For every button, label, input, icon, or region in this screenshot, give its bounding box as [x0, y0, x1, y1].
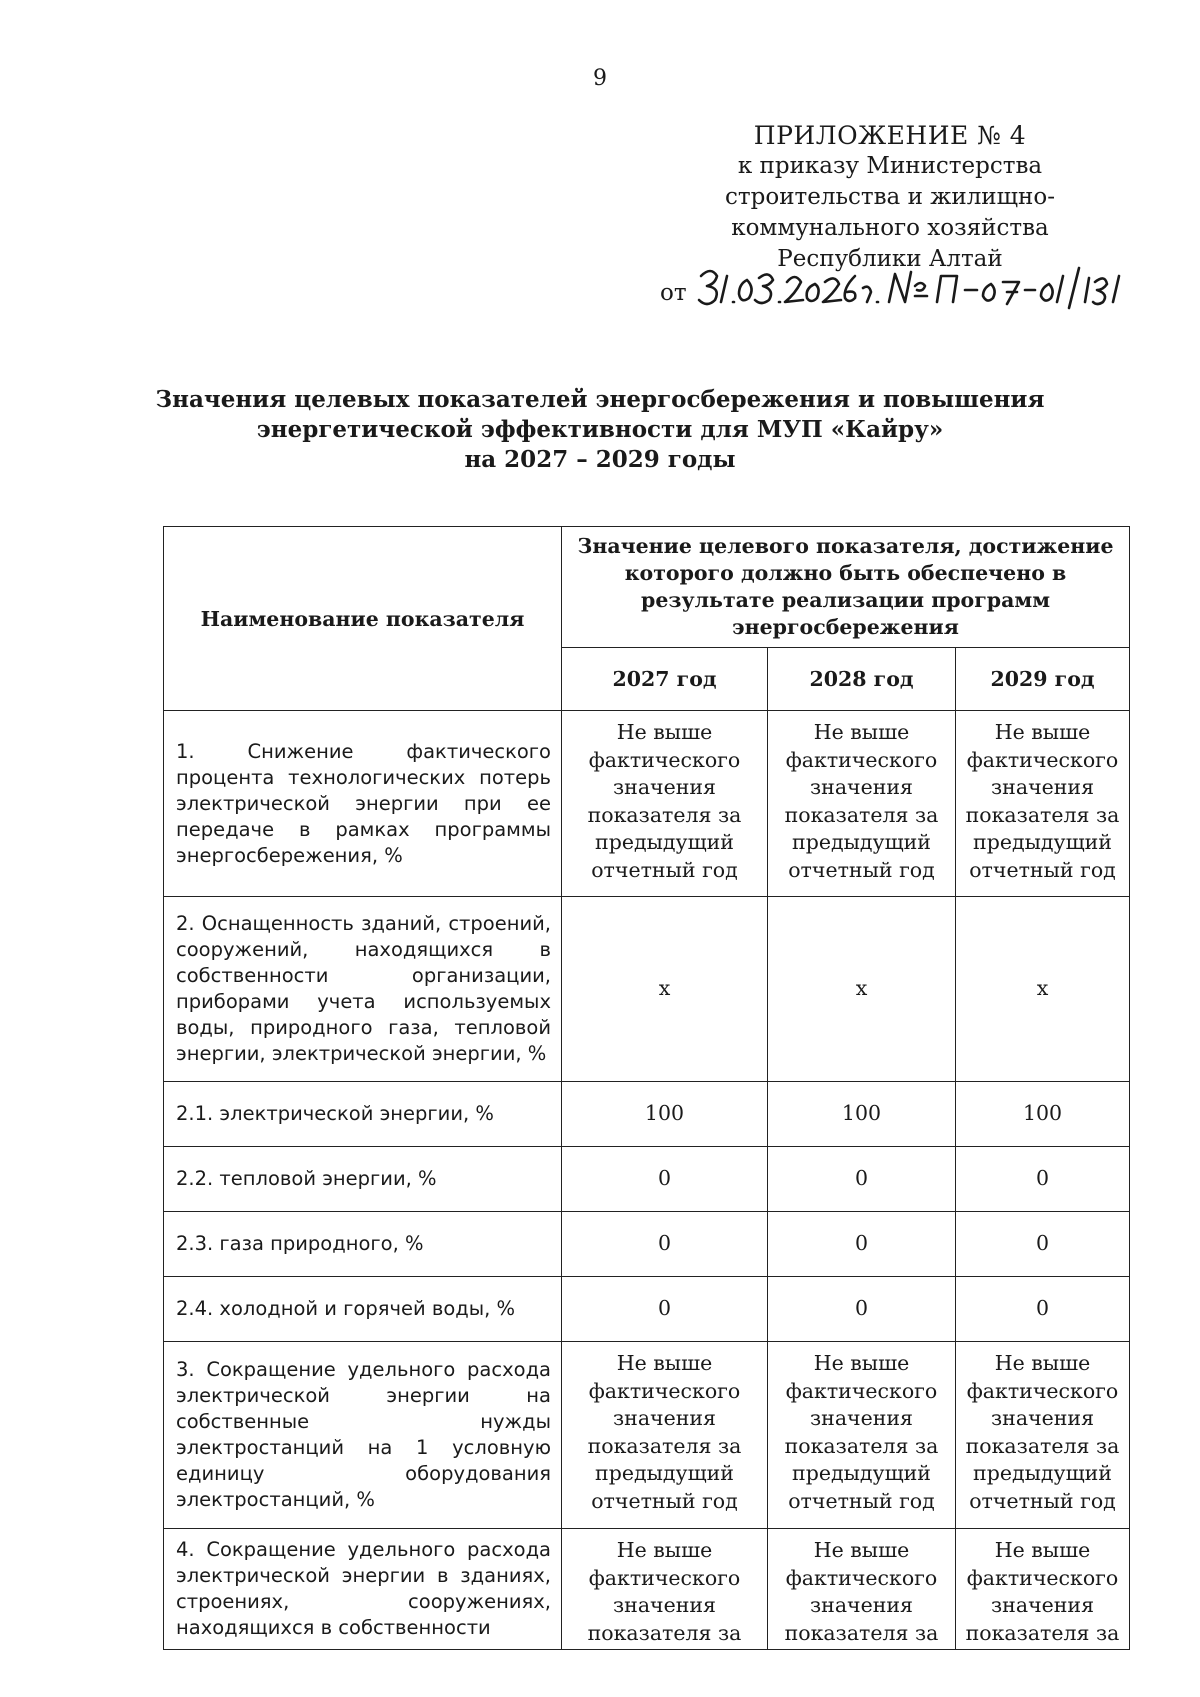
table-row	[164, 1147, 1130, 1212]
indicators-table	[163, 526, 1130, 1650]
header-indicator-name: Наименование показателя	[164, 527, 562, 711]
indicator-value-2028: 0	[768, 1212, 956, 1277]
indicator-value-2029: Не выше фактического значения показателя за предыдущий отчетный год	[956, 711, 1130, 897]
indicator-value-2029: 0	[956, 1147, 1130, 1212]
indicator-value-2027: 100	[562, 1082, 768, 1147]
appendix-line: коммунального хозяйства	[731, 215, 1049, 241]
header-year-2027: 2027 год	[562, 648, 768, 711]
table-row	[164, 1082, 1130, 1147]
indicator-value-2028: Не выше фактического значения показателя за предыдущий отчетный год	[768, 711, 956, 897]
indicator-name: 4. Сокращение удельного расхода электрической энергии в зданиях, строениях, сооружениях, находящихся в собственности	[164, 1529, 562, 1650]
indicator-value-2027: Не выше фактического значения показателя за	[562, 1529, 768, 1650]
indicator-value-2027: 0	[562, 1147, 768, 1212]
indicator-value-2027: 0	[562, 1212, 768, 1277]
indicator-value-2028: 0	[768, 1147, 956, 1212]
indicator-name: 2. Оснащенность зданий, строений, сооружений, находящихся в собственности организации, приборами учета используемых воды, природного газа, тепловой энергии, электрической энергии, %	[164, 897, 562, 1082]
indicator-value-2029: Не выше фактического значения показателя за предыдущий отчетный год	[956, 1342, 1130, 1529]
indicator-value-2027: Не выше фактического значения показателя за предыдущий отчетный год	[562, 711, 768, 897]
indicator-value-2028: 0	[768, 1277, 956, 1342]
indicator-value-2027: Не выше фактического значения показателя за предыдущий отчетный год	[562, 1342, 768, 1529]
indicator-name: 2.3. газа природного, %	[164, 1212, 562, 1277]
appendix-line: Республики Алтай	[777, 246, 1003, 272]
handwritten-order-number	[695, 262, 1135, 312]
indicator-value-2028: Не выше фактического значения показателя за	[768, 1529, 956, 1650]
page-number: 9	[593, 66, 607, 91]
indicator-value-2028: 100	[768, 1082, 956, 1147]
appendix-line: к приказу Министерства	[737, 153, 1043, 179]
date-prefix: от	[660, 280, 687, 306]
indicator-value-2029: Не выше фактического значения показателя за	[956, 1529, 1130, 1650]
indicator-value-2029: х	[956, 897, 1130, 1082]
table-row	[164, 897, 1130, 1082]
header-year-2028: 2028 год	[768, 648, 956, 711]
title-line: Значения целевых показателей энергосбережения и повышения	[155, 386, 1045, 413]
indicator-value-2027: 0	[562, 1277, 768, 1342]
indicator-value-2029: 0	[956, 1212, 1130, 1277]
table-row	[164, 1529, 1130, 1650]
indicator-value-2029: 100	[956, 1082, 1130, 1147]
indicator-name: 2.4. холодной и горячей воды, %	[164, 1277, 562, 1342]
appendix-title: ПРИЛОЖЕНИЕ № 4	[753, 121, 1027, 150]
indicator-name: 2.1. электрической энергии, %	[164, 1082, 562, 1147]
indicator-name: 2.2. тепловой энергии, %	[164, 1147, 562, 1212]
order-date-line	[660, 262, 1135, 312]
appendix-line: строительства и жилищно-	[725, 184, 1055, 210]
indicator-value-2027: х	[562, 897, 768, 1082]
header-year-2029: 2029 год	[956, 648, 1130, 711]
indicator-value-2028: х	[768, 897, 956, 1082]
table-row	[164, 711, 1130, 897]
header-target-value: Значение целевого показателя, достижение которого должно быть обеспечено в результате реализации программ энергосбережения	[562, 527, 1130, 648]
title-line: на 2027 – 2029 годы	[464, 446, 736, 473]
indicator-name: 3. Сокращение удельного расхода электрической энергии на собственные нужды электростанций на 1 условную единицу оборудования электростанций, %	[164, 1342, 562, 1529]
indicator-value-2029: 0	[956, 1277, 1130, 1342]
document-title	[0, 385, 1200, 475]
table-row	[164, 1212, 1130, 1277]
table-row	[164, 1277, 1130, 1342]
appendix-block	[680, 120, 1100, 275]
indicator-name: 1. Снижение фактического процента технологических потерь электрической энергии при ее передаче в рамках программы энергосбережения, %	[164, 711, 562, 897]
title-line: энергетической эффективности для МУП «Кайру»	[256, 416, 944, 443]
table-row	[164, 1342, 1130, 1529]
indicator-value-2028: Не выше фактического значения показателя за предыдущий отчетный год	[768, 1342, 956, 1529]
